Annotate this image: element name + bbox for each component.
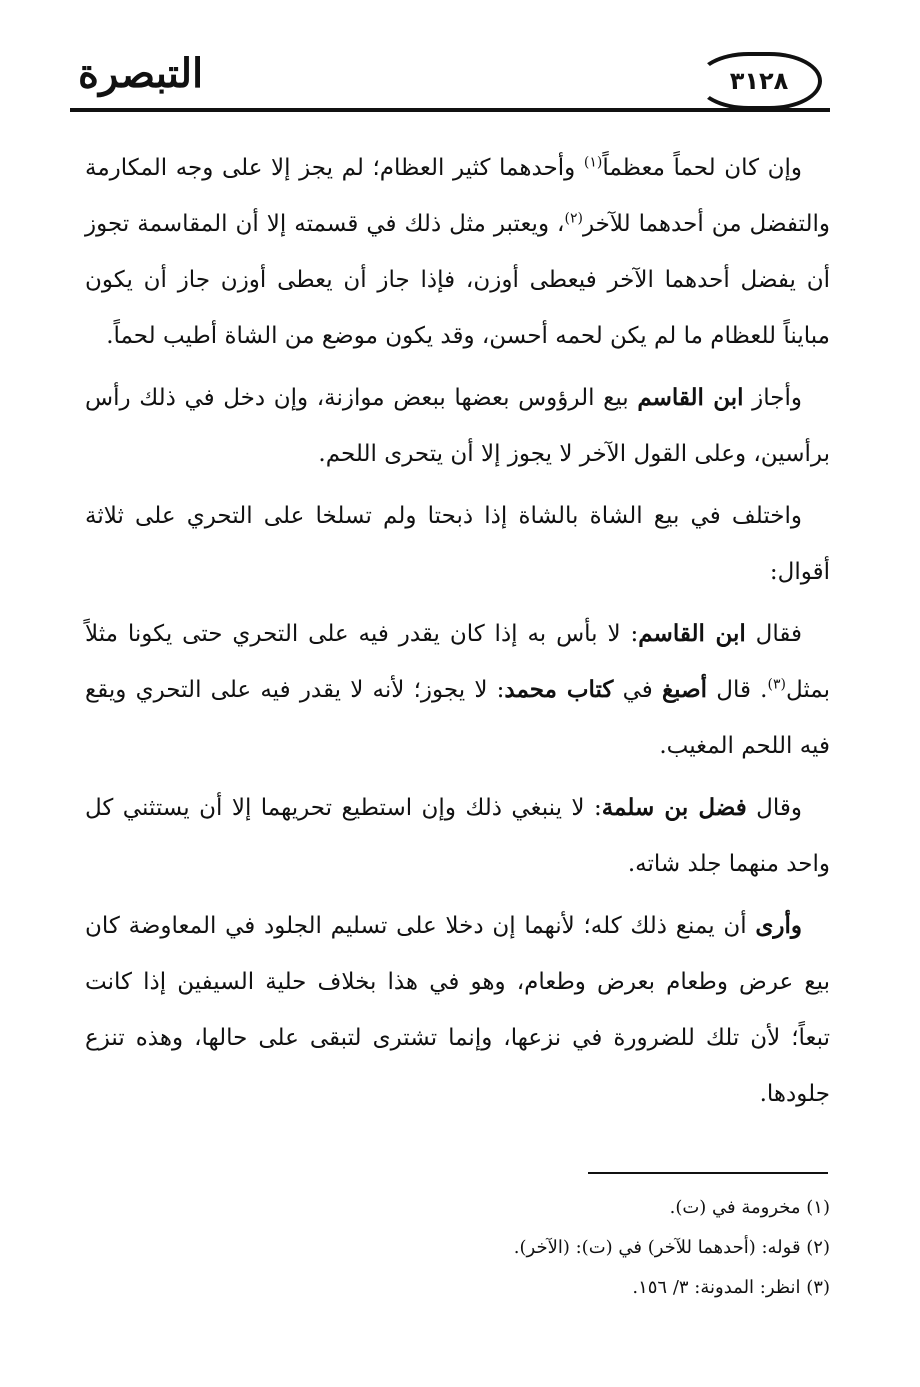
paragraph [85, 140, 830, 364]
paragraph [85, 370, 830, 482]
footnote: (٢) قوله: (أحدهما للآخر) في (ت): (الآخر). [513, 1237, 830, 1258]
footnote-separator [588, 1172, 828, 1174]
text-run: وأجاز [743, 385, 802, 411]
paragraph [85, 898, 830, 1122]
footnote-ref: (٣) [767, 676, 786, 693]
text-run: فقال [745, 621, 802, 647]
bold-name: ابن القاسم [638, 620, 746, 647]
text-run: : لا بأس به إذا كان يقدر فيه على التحري حتى يكونا مثلاً بمثل [85, 621, 830, 703]
paragraph [85, 606, 830, 774]
bold-name: وأرى [755, 912, 802, 939]
bold-name: كتاب محمد [504, 676, 614, 703]
footnote: (٣) انظر: المدونة: ٣/ ١٥٦. [632, 1277, 830, 1298]
book-title: التبصرة [78, 50, 204, 97]
page-number: ٣١٢٨ [729, 67, 789, 95]
text-run: وقال [746, 795, 803, 821]
text-run: : لا ينبغي ذلك وإن استطيع تحريهما إلا أن يستثني كل واحد منهما جلد شاته. [85, 795, 830, 877]
text-run: ، ويعتبر مثل ذلك في قسمته إلا أن المقاسمة تجوز أن يفضل أحدهما الآخر فيعطى أوزن، فإذا جاز أن يعطى أوزن جاز أن يكون مبايناً للعظام ما لم يكن لحمه أحسن، وقد يكون موضع من الشاة أطيب لحماً. [85, 211, 830, 349]
text-run: واختلف في بيع الشاة بالشاة إذا ذبحتا ولم تسلخا على التحري على ثلاثة أقوال: [85, 503, 830, 585]
text-run: : لا يجوز؛ لأنه لا يقدر فيه على التحري ويقع فيه اللحم المغيب. [85, 677, 830, 759]
bold-name: فضل بن سلمة [601, 794, 747, 821]
header-rule [70, 108, 830, 112]
paragraph [85, 780, 830, 892]
main-text [85, 140, 830, 1128]
text-run: وإن كان لحماً معظماً [602, 155, 802, 181]
footnote: (١) مخرومة في (ت). [669, 1197, 830, 1218]
text-run: في [613, 677, 662, 703]
bold-name: أصبغ [661, 676, 708, 703]
text-run: وأحدهما كثير العظام؛ لم يجز إلا على وجه المكارمة والتفضل من أحدهما للآخر [85, 155, 830, 237]
text-run: أن يمنع ذلك كله؛ لأنهما إن دخلا على تسليم الجلود في المعاوضة كان بيع عرض وطعام بعرض وطعام، وهو في هذا بخلاف حلية السيفين إذا كانت تبعاً؛ لأن تلك للضرورة في نزعها، وإنما تشترى لتبقى على حالها، وهذه تنزع جلودها. [85, 913, 830, 1107]
footnote-ref: (٢) [564, 210, 583, 227]
paragraph [85, 488, 830, 600]
page-header [70, 40, 830, 130]
text-run: . قال [707, 677, 768, 703]
bold-name: ابن القاسم [637, 384, 744, 411]
page-number-badge [696, 52, 822, 110]
text-run: بيع الرؤوس بعضها ببعض موازنة، وإن دخل في ذلك رأس برأسين، وعلى القول الآخر لا يجوز إلا أن يتحرى اللحم. [85, 385, 830, 467]
footnote-ref: (١) [583, 154, 603, 171]
footnotes [85, 1188, 830, 1308]
